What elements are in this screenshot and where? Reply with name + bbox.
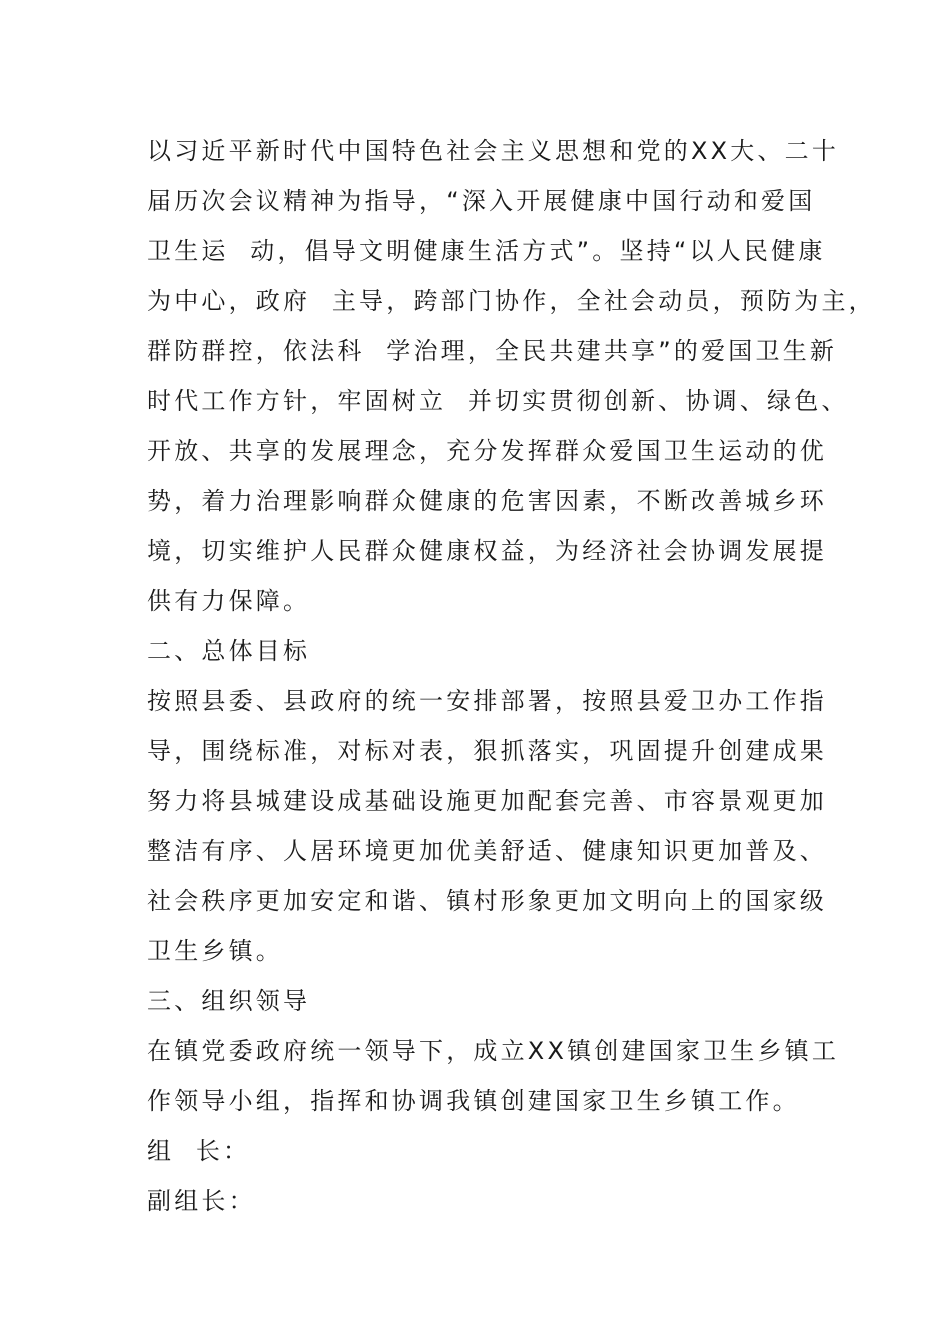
text-line: 势，着力治理影响群众健康的危害因素，不断改善城乡环 (147, 487, 827, 515)
deputy-team-leader-label: 副组长： (147, 1187, 256, 1215)
text-line: 卫生乡镇。 (147, 937, 283, 965)
text-line: 社会秩序更加安定和谐、镇村形象更加文明向上的国家级 (147, 887, 827, 915)
document-body (147, 126, 876, 1226)
text-line: 整洁有序、人居环境更加优美舒适、健康知识更加普及、 (147, 837, 827, 865)
text-line: 届历次会议精神为指导，“深入开展健康中国行动和爱国 (147, 187, 816, 215)
text-line: 卫生运 动，倡导文明健康生活方式”。坚持“以人民健康 (147, 237, 826, 265)
text-line: 境，切实维护人民群众健康权益，为经济社会协调发展提 (147, 537, 827, 565)
section-heading-organization: 三、组织领导 (147, 987, 311, 1015)
text-line: 群防群控，依法科 学治理，全民共建共享”的爱国卫生新 (147, 337, 838, 365)
text-line: 导，围绕标准，对标对表，狠抓落实，巩固提升创建成果 (147, 737, 827, 765)
text-line: 开放、共享的发展理念，充分发挥群众爱国卫生运动的优 (147, 437, 827, 465)
text-line: 在镇党委政府统一领导下，成立XX镇创建国家卫生乡镇工 (147, 1037, 840, 1065)
text-line: 以习近平新时代中国特色社会主义思想和党的XX大、二十 (147, 137, 840, 165)
team-leader-label: 组 长： (147, 1137, 251, 1165)
text-line: 时代工作方针，牢固树立 并切实贯彻创新、协调、绿色、 (147, 387, 849, 415)
text-line: 努力将县城建设成基础设施更加配套完善、市容景观更加 (147, 787, 827, 815)
text-line: 按照县委、县政府的统一安排部署，按照县爱卫办工作指 (147, 687, 827, 715)
text-line: 为中心，政府 主导，跨部门协作，全社会动员，预防为主， (147, 287, 876, 315)
section-heading-overall-goals: 二、总体目标 (147, 637, 311, 665)
text-line: 作领导小组，指挥和协调我镇创建国家卫生乡镇工作。 (147, 1087, 800, 1115)
text-line: 供有力保障。 (147, 587, 311, 615)
